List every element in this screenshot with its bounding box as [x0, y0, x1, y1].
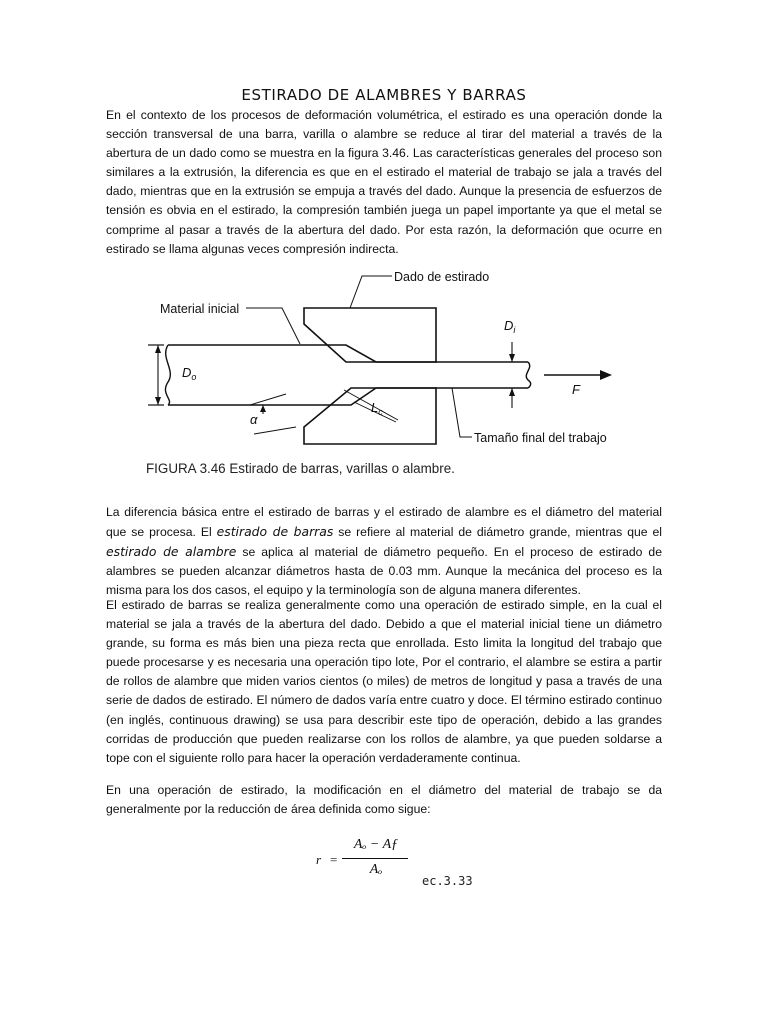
workpiece-top-edge	[168, 345, 528, 362]
symbol-Do: $D_o$	[182, 365, 197, 382]
equation-denominator: Aₒ	[369, 862, 383, 877]
figure-drawing-process	[146, 262, 646, 487]
symbol-alpha: α	[250, 412, 258, 427]
symbol-Lc: $L_c$	[371, 400, 383, 417]
upper-die-shape	[304, 308, 436, 362]
break-line-left	[165, 345, 170, 405]
symbol-Di: $D_i$	[504, 318, 516, 335]
equation-fraction-bar	[342, 858, 408, 859]
equation-reference: ec.3.33	[422, 874, 473, 888]
break-line-right	[526, 362, 530, 388]
label-die: Dado de estirado	[394, 270, 490, 284]
document-title: ESTIRADO DE ALAMBRES Y BARRAS	[241, 86, 527, 104]
label-start-material: Material inicial	[160, 302, 240, 316]
lower-die-shape	[304, 388, 436, 444]
symbol-F: F	[572, 382, 580, 397]
paragraph-bar-drawing: El estirado de barras se realiza generalmente como una operación de estirado simple, en la cual el material se jala a través de la abertura del dado. Debido a que el material inicial tiene un diámetro grande, su forma es más bien una pieza recta que enrollada. Esto limita la longitud del trabajo que puede procesarse y es necesaria una operación tipo lote, Por el contrario, el alambre se estira a partir de rollos de alambre que miden varios cientos (o miles) de metros de longitud y pasa a través de una serie de dados de estirado. El número de dados varía entre cuatro y doce. El término estirado continuo (en inglés, continuous drawing) se usa para describir este tipo de operación, debido a las grandes corridas de producción que pueden realizarse con los rollos de alambre, ya que pueden soldarse a tope con el siguiente rollo para hacer la operación verdaderamente continua.	[106, 598, 662, 765]
drawing-diagram	[146, 262, 646, 487]
paragraph-bar-vs-wire: La diferencia básica entre el estirado de barras y el estirado de alambre es el diámetro del material que se procesa. El estirado de barras se refiere al material de diámetro grande, mientras que el estirado de alambre se aplica al material de diámetro pequeño. En el proceso de estirado de alambres se pueden alcanzar diámetros hasta de 0.03 mm. Aunque la mecánica del proceso es la misma para los dos casos, el equipo y la terminología son de alguna manera diferentes.	[106, 505, 662, 598]
equation-area-reduction	[310, 832, 510, 892]
equation-equals: =	[330, 852, 338, 867]
figure-caption: FIGURA 3.46 Estirado de barras, varillas o alambre.	[146, 461, 455, 476]
paragraph-intro: En el contexto de los procesos de deformación volumétrica, el estirado es una operación donde la sección transversal de una barra, varilla o alambre se reduce al tirar del material a través de la abertura de un dado como se muestra en la figura 3.46. Las características generales del proceso son similares a la extrusión, la diferencia es que en el estirado el material de trabajo se jala a través del dado, mientras que en la extrusión se empuja a través del dado. Aunque la presencia de esfuerzos de tensión es obvia en el estirado, la compresión también juega un papel importante ya que el metal se comprime al pasar a través de la abertura del dado. Por esta razón, la deformación que ocurre en estirado se llama algunas veces compresión indirecta.	[106, 108, 662, 256]
paragraph-area-reduction: En una operación de estirado, la modificación en el diámetro del material de trabajo se da generalmente por la reducción de área definida como sigue:	[106, 783, 662, 817]
label-final-size: Tamaño final del trabajo	[474, 431, 607, 445]
equation-numerator: Aₒ − Aƒ	[353, 837, 399, 852]
equation-lhs: r	[316, 852, 322, 867]
